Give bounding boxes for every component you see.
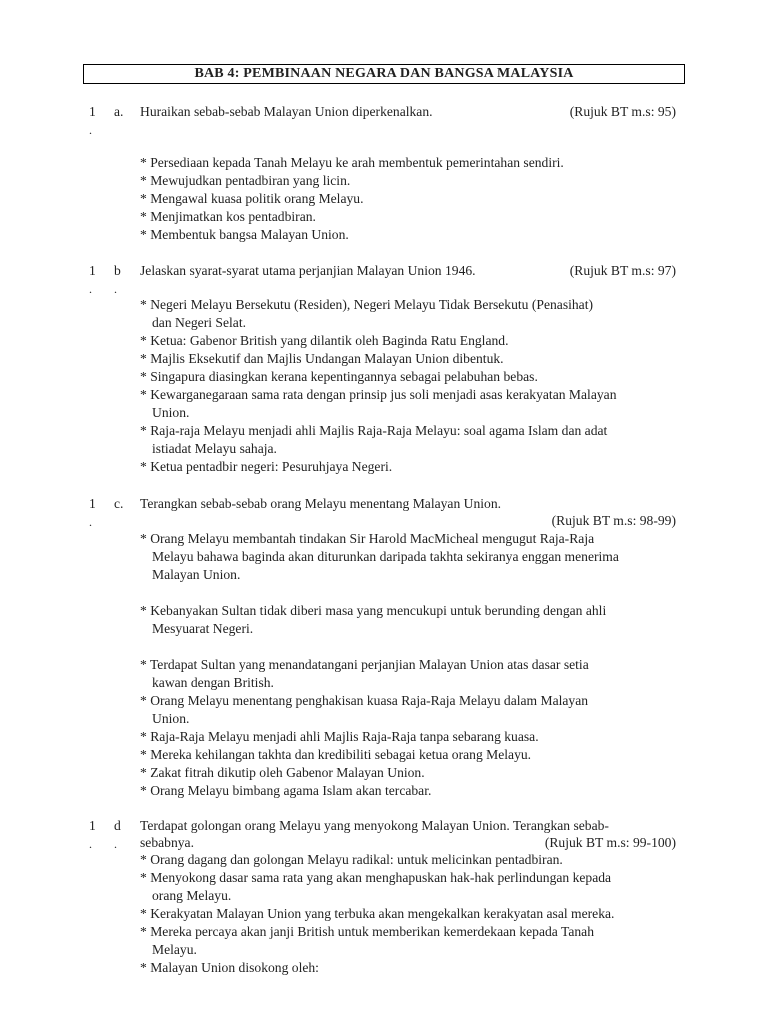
- answer-item: * Kewarganegaraan sama rata dengan prinsip jus soli menjadi asas kerakyatan Malayan Union.: [140, 387, 617, 420]
- answer-item: * Kerakyatan Malayan Union yang terbuka akan mengekalkan kerakyatan asal mereka.: [140, 906, 615, 921]
- answer-item: * Orang Melayu menentang penghakisan kuasa Raja-Raja Melayu dalam Malayan Union.: [140, 693, 589, 726]
- question-letter: c.: [114, 496, 124, 511]
- answer-item: * Majlis Eksekutif dan Majlis Undangan Malayan Union dibentuk.: [140, 351, 504, 366]
- question-number: 1: [89, 818, 96, 833]
- answer-item: * Mewujudkan pentadbiran yang licin.: [140, 173, 351, 188]
- question-number-dot: .: [89, 282, 92, 296]
- answer-item: * Zakat fitrah dikutip oleh Gabenor Malayan Union.: [140, 765, 425, 780]
- answer-item: * Mengawal kuasa politik orang Melayu.: [140, 191, 364, 206]
- reference: (Rujuk BT m.s: 95): [569, 104, 676, 119]
- answer-list: [140, 296, 680, 476]
- question-letter: a.: [114, 104, 124, 119]
- answer-item: * Mereka percaya akan janji British untuk memberikan kemerdekaan kepada Tanah Melayu.: [140, 924, 595, 957]
- page-title: BAB 4: PEMBINAAN NEGARA DAN BANGSA MALAYSIA: [83, 64, 685, 84]
- answer-item: * Terdapat Sultan yang menandatangani perjanjian Malayan Union atas dasar setia kawan dengan British.: [140, 657, 589, 690]
- answer-item: * Mereka kehilangan takhta dan kredibiliti sebagai ketua orang Melayu.: [140, 747, 532, 762]
- question-text: Jelaskan syarat-syarat utama perjanjian Malayan Union 1946.: [140, 263, 476, 278]
- reference: (Rujuk BT m.s: 97): [569, 263, 676, 278]
- answer-item: * Menyokong dasar sama rata yang akan menghapuskan hak-hak perlindungan kepada orang Melayu.: [140, 870, 612, 903]
- question-letter: d: [114, 818, 121, 833]
- reference: (Rujuk BT m.s: 99-100): [544, 835, 676, 850]
- answer-item: * Singapura diasingkan kerana kepentingannya sebagai pelabuhan bebas.: [140, 369, 538, 384]
- answer-list: [140, 851, 680, 977]
- question-letter: b: [114, 263, 121, 278]
- question-text-continued: sebabnya.: [140, 835, 194, 850]
- question-number: 1: [89, 104, 96, 119]
- question-number-dot: .: [89, 123, 92, 137]
- answer-list: [140, 530, 680, 800]
- answer-item: * Menjimatkan kos pentadbiran.: [140, 209, 316, 224]
- question-number: 1: [89, 496, 96, 511]
- answer-item: * Malayan Union disokong oleh:: [140, 960, 319, 975]
- answer-item: * Persediaan kepada Tanah Melayu ke arah membentuk pemerintahan sendiri.: [140, 155, 564, 170]
- answer-item: * Raja-Raja Melayu menjadi ahli Majlis Raja-Raja tanpa sebarang kuasa.: [140, 729, 539, 744]
- question-text: Terdapat golongan orang Melayu yang menyokong Malayan Union. Terangkan sebab-: [140, 818, 609, 833]
- answer-item: * Kebanyakan Sultan tidak diberi masa yang mencukupi untuk berunding dengan ahli Mesyuarat Negeri.: [140, 603, 607, 636]
- answer-item: * Orang Melayu bimbang agama Islam akan tercabar.: [140, 783, 432, 798]
- answer-item: * Orang Melayu membantah tindakan Sir Harold MacMicheal mengugut Raja-Raja Melayu bahawa baginda akan diturunkan daripada takhta sekiranya enggan menerima Malayan Union.: [140, 531, 619, 582]
- question-letter-dot: .: [114, 282, 117, 296]
- answer-list: [140, 154, 680, 244]
- reference: (Rujuk BT m.s: 98-99): [551, 513, 676, 528]
- question-number-dot: .: [89, 515, 92, 529]
- answer-item: * Orang dagang dan golongan Melayu radikal: untuk melicinkan pentadbiran.: [140, 852, 563, 867]
- question-number-dot: .: [89, 837, 92, 851]
- answer-item: * Ketua: Gabenor British yang dilantik oleh Baginda Ratu England.: [140, 333, 509, 348]
- answer-item: * Membentuk bangsa Malayan Union.: [140, 227, 349, 242]
- answer-item: * Raja-raja Melayu menjadi ahli Majlis Raja-Raja Melayu: soal agama Islam dan adat istiadat Melayu sahaja.: [140, 423, 608, 456]
- answer-item: * Ketua pentadbir negeri: Pesuruhjaya Negeri.: [140, 459, 393, 474]
- answer-item: * Negeri Melayu Bersekutu (Residen), Negeri Melayu Tidak Bersekutu (Penasihat) dan Negeri Selat.: [140, 297, 594, 330]
- question-letter-dot: .: [114, 837, 117, 851]
- question-text: Huraikan sebab-sebab Malayan Union diperkenalkan.: [140, 104, 433, 119]
- question-number: 1: [89, 263, 96, 278]
- question-text: Terangkan sebab-sebab orang Melayu menentang Malayan Union.: [140, 496, 502, 511]
